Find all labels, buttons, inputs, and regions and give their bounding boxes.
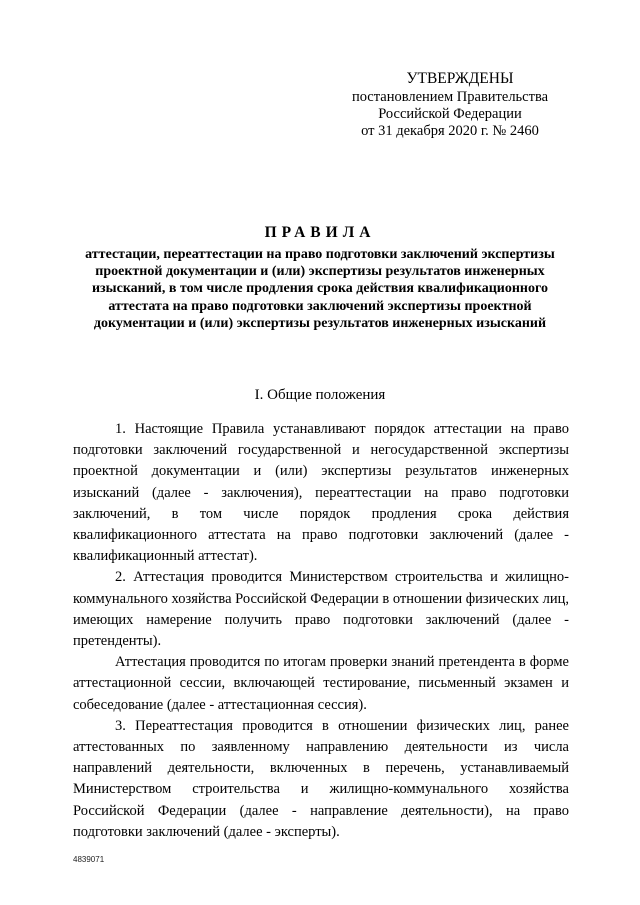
footer-document-code: 4839071 — [73, 855, 105, 864]
paragraph-1: 1. Настоящие Правила устанавливают порядок аттестации на право подготовки заключений государственной и негосударственной экспертизы проектной документации и (или) экспертизы результатов инженерных изысканий (далее - заключения), переаттестации на право подготовки заключений, в том числе порядок продления срока действия квалификационного аттестата на право подготовки заключений (далее - квалификационный аттестат). — [73, 421, 569, 565]
paragraph-4: 3. Переаттестация проводится в отношении физических лиц, ранее аттестованных по заявленному направлению деятельности из числа направлений деятельности, включенных в перечень, устанавливаемый Министерством строительства и жилищно-коммунального хозяйства Российской Федерации (далее - направление деятельности), на право подготовки заключений (далее - эксперты). — [73, 717, 569, 840]
approval-label: УТВЕРЖДЕНЫ — [406, 70, 514, 87]
approval-block — [330, 70, 570, 140]
document-subtitle: аттестации, переаттестации на право подготовки заключений экспертизы проектной документации и (или) экспертизы результатов инженерных изысканий, в том числе продления срока действия квалификационного аттестата на право подготовки заключений экспертизы проектной документации и (или) экспертизы результатов инженерных изысканий — [85, 247, 555, 331]
approval-line-1: постановлением Правительства — [351, 89, 549, 105]
approval-line-2: Российской Федерации — [378, 106, 522, 122]
document-title: ПРАВИЛА — [264, 224, 376, 241]
section-heading: I. Общие положения — [254, 387, 386, 403]
paragraph-3: Аттестация проводится по итогам проверки знаний претендента в форме аттестационной сессии, включающей тестирование, письменный экзамен и собеседование (далее - аттестационная сессия). — [73, 654, 569, 713]
document-body — [73, 419, 569, 843]
approval-line-3: от 31 декабря 2020 г. № 2460 — [361, 123, 539, 139]
paragraph-2: 2. Аттестация проводится Министерством строительства и жилищно-коммунального хозяйства Российской Федерации в отношении физических лиц, имеющих намерение получить право подготовки заключений (далее - претенденты). — [73, 569, 569, 650]
